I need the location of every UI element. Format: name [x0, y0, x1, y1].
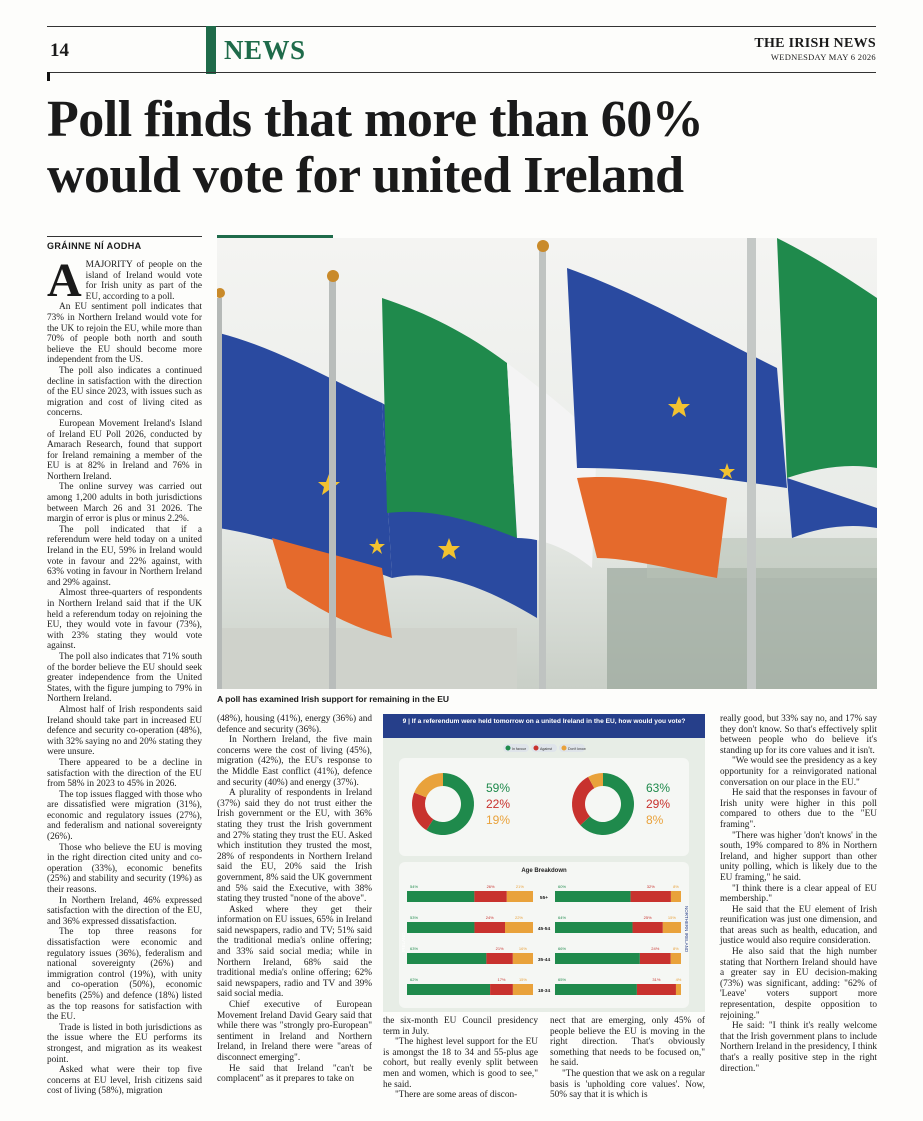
age-bar-value: 66%	[558, 946, 567, 951]
age-bar-value: 65%	[558, 977, 567, 982]
donut-value-label: 63%	[646, 781, 671, 795]
age-category-label: 35-44	[537, 958, 551, 963]
age-bar-segment	[555, 953, 640, 964]
paper-name: THE IRISH NEWS	[754, 36, 876, 51]
age-bar-segment	[513, 984, 533, 995]
age-bar-value: 60%	[558, 884, 567, 889]
paragraph: He said that the EU element of Irish reunification was just one dimension, and that areas such as health, education, and justice would also require consideration.	[720, 904, 877, 947]
infographic-title: 9 | If a referendum were held tomorrow on a united Ireland in the EU, how would you vote?	[383, 714, 705, 738]
legend-swatch	[562, 746, 567, 751]
age-bar-segment	[663, 922, 681, 933]
paragraph: He said that Ireland "can't be complacent" as it prepares to take on	[217, 1063, 372, 1085]
section-marker	[206, 26, 216, 74]
age-bar-value: 15%	[518, 977, 527, 982]
flags-photo	[217, 238, 877, 689]
paragraph: "We would see the presidency as a key opportunity for a reinvigorated national conversation on our place in the EU."	[720, 756, 877, 788]
paragraph: "I think there is a clear appeal of EU membership."	[720, 883, 877, 905]
age-bar-value: 24%	[651, 946, 660, 951]
paragraph: Those who believe the EU is moving in the right direction cited unity and co-operation (33%), economic benefits (25%) and stability and security (19%) as their reasons.	[47, 842, 202, 896]
age-bar-segment	[555, 984, 637, 995]
age-bar-value: 62%	[410, 977, 419, 982]
byline-rule	[47, 236, 202, 237]
paragraph: He also said that the high number stating that Northern Ireland should have a greater say in EU decision-making (73%) was significant, adding: "62% of 'Leave' voters support more representation, despite opposition to rejoining."	[720, 947, 877, 1021]
age-bar-segment	[631, 891, 671, 902]
headline-line-2: would vote for united Ireland	[47, 147, 684, 204]
age-category-label: 18-34	[537, 989, 551, 994]
masthead-rule	[47, 72, 876, 73]
age-category-label: 55+	[539, 896, 549, 901]
paragraph: In Northern Ireland, 46% expressed satisfaction with the direction of the EU, and 36% expressed dissatisfaction.	[47, 895, 202, 927]
age-bar-value: 31%	[652, 977, 661, 982]
article-column-2	[217, 714, 372, 1085]
age-bar-segment	[676, 984, 681, 995]
age-bar-value: 22%	[514, 915, 524, 920]
byline: GRÁINNE NÍ AODHA	[47, 241, 142, 251]
headline-line-1: Poll finds that more than 60%	[47, 91, 704, 148]
age-bar-value: 25%	[643, 915, 652, 920]
section-label: NEWS	[224, 35, 306, 65]
age-bar-segment	[407, 984, 490, 995]
donut-value-label: 19%	[486, 813, 511, 827]
donut-value-label: 22%	[486, 797, 511, 811]
paragraph: The top issues flagged with those who are dissatisfied were migration (31%), economic and regulatory issues (27%), and federalism and national sovereignty (26%).	[47, 789, 202, 843]
age-bar-segment	[633, 922, 663, 933]
paragraph: (48%), housing (41%), energy (36%) and defence and security (36%).	[217, 714, 372, 735]
age-bar-segment	[513, 953, 533, 964]
paragraph: Chief executive of European Movement Ireland David Geary said that while there was "strongly pro-European" sentiment in Ireland and Northern Ireland, in Ireland there were "areas of disconnect emerging".	[217, 1000, 372, 1063]
issue-date: WEDNESDAY MAY 6 2026	[770, 52, 876, 62]
donut-value-label: 59%	[486, 781, 511, 795]
top-rule	[47, 26, 876, 27]
age-bar-value: 26%	[486, 884, 495, 889]
age-bar-segment	[407, 922, 474, 933]
paragraph: really good, but 33% say no, and 17% say they don't know. So that's effectively split between people who do believe it's standing up for its core values and it isn't.	[720, 714, 877, 756]
donut-value-label: 8%	[646, 813, 664, 827]
age-bar-value: 63%	[410, 946, 419, 951]
age-bar-value: 24%	[485, 915, 494, 920]
legend-label: Against	[540, 747, 552, 751]
paragraph: A plurality of respondents in Ireland (37%) said they do not trust either the Irish government or the EU, with 36% stating they trust the Irish government and 27% stating they trust the EU. Asked which institution they trusted the most, 28% of respondents in Northern Ireland said the EU, 20% said the Irish government, 8% said the UK government and 5% said the Executive, with 38% stating they trusted "none of the above".	[217, 788, 372, 905]
age-bar-segment	[505, 922, 533, 933]
paragraph: "The question that we ask on a regular basis is 'upholding core values'. Now, 50% say that it is which is	[550, 1068, 705, 1101]
paragraph: Asked where they get their information on EU issues, 65% in Ireland said newspapers, radio and TV; 51% said the traditional media's online offering; and 33% said social media; while in Northern Ireland, 68% said the traditional media's online offering; 62% said newspapers, radio and TV and 39% said social media.	[217, 904, 372, 1000]
age-bar-value: 15%	[667, 915, 676, 920]
poll-infographic	[383, 714, 705, 1012]
paragraph: The top three reasons for dissatisfaction were economic and regulatory issues (36%), federalism and national sovereignty (26%) and immigration control (19%), with unity and co-operation (50%), economic benefits (25%) and defence (18%) listed as the top reasons for satisfaction with the EU.	[47, 927, 202, 1023]
paragraph: An EU sentiment poll indicates that 73% in Northern Ireland would vote for the UK to rejoin the EU, while more than 70% of people both north and south believe the EU should become more independent from the US.	[47, 302, 202, 366]
age-bar-value: 8%	[672, 946, 679, 951]
paragraph: Trade is listed in both jurisdictions as the issue where the EU performs its strongest, and migration as its weakest point.	[47, 1022, 202, 1065]
paragraph: European Movement Ireland's Island of Ireland EU Poll 2026, conducted by Amarach Research, found that support for Ireland remaining a member of the EU is at 82% in Ireland and 76% in Northern Ireland.	[47, 418, 202, 482]
lead-paragraph: AMAJORITY of people on the island of Ireland would vote for Irish unity as part of the EU, according to a poll.	[47, 254, 202, 307]
age-bar-segment	[407, 891, 474, 902]
headline	[47, 92, 877, 204]
age-bar-value: 53%	[410, 915, 419, 920]
page-number: 14	[50, 40, 69, 61]
group-label-northern-ireland: NORTHERN IRELAND	[684, 906, 689, 953]
legend-swatch	[506, 746, 511, 751]
drop-cap: A	[47, 254, 82, 307]
paragraph: Almost three-quarters of respondents in Northern Ireland said that if the UK held a referendum today on rejoining the EU, they would vote in favour (73%), with 23% stating they would vote against.	[47, 588, 202, 652]
paragraph: "There are some areas of discon-	[395, 1090, 518, 1101]
flags-illustration	[217, 238, 877, 689]
age-bar-segment	[671, 953, 681, 964]
age-bar-segment	[671, 891, 681, 902]
paragraph: The poll also indicates that 71% south of the border believe the EU should seek greater independence from the United States, with the figure jumping to 79% in Northern Ireland.	[47, 651, 202, 705]
age-bar-segment	[474, 922, 505, 933]
infographic-chart	[383, 738, 705, 1012]
age-bar-value: 64%	[558, 915, 567, 920]
age-bar-value: 21%	[495, 946, 504, 951]
age-bar-value: 8%	[673, 884, 679, 889]
age-bar-value: 54%	[410, 884, 419, 889]
article-column-5	[720, 714, 877, 1074]
age-bar-segment	[490, 984, 513, 995]
donut-value-label: 29%	[646, 797, 671, 811]
paragraph: Asked what were their top five concerns at EU level, Irish citizens said cost of living (58%), migration	[47, 1065, 202, 1097]
photo-caption: A poll has examined Irish support for remaining in the EU	[217, 694, 450, 704]
article-column-3	[383, 1016, 538, 1101]
age-bar-value: 16%	[518, 946, 527, 951]
paragraph: the six-month EU Council presidency term in July.	[383, 1016, 538, 1037]
age-bar-segment	[555, 891, 631, 902]
age-bar-segment	[486, 953, 512, 964]
paragraph: The poll indicated that if a referendum were held today on a united Ireland in the EU, 59% in Ireland would vote in favour and 22% against, with 63% voting in favour in Northern Ireland and 29% against.	[47, 524, 202, 588]
age-category-label: 45-54	[537, 927, 551, 932]
age-bar-value: 32%	[646, 884, 655, 889]
age-breakdown-title: Age Breakdown	[521, 868, 567, 874]
paragraph: The poll also indicates a continued decline in satisfaction with the direction of the EU since 2023, with issues such as migration and cost of living cited as concerns.	[47, 365, 202, 419]
paragraph: He said that the responses in favour of Irish unity were higher in this poll compared to others due to the "EU framing".	[720, 788, 877, 830]
age-bar-value: 4%	[675, 977, 682, 982]
paragraph: There appeared to be a decline in satisfaction with the direction of the EU from 58% in 2023 to 45% in 2026.	[47, 757, 202, 790]
age-bar-segment	[407, 953, 486, 964]
paragraph: He said: "I think it's really welcome that the Irish government plans to include Northern Ireland in the presidency, I think that's a really positive step in the right direction."	[720, 1021, 877, 1074]
age-bar-segment	[474, 891, 506, 902]
age-bar-value: 21%	[515, 884, 524, 889]
age-bar-segment	[507, 891, 533, 902]
article-column-4	[550, 1016, 705, 1101]
paragraph: Almost half of Irish respondents said Ireland should take part in increased EU defence and security co-operation (48%), with 32% saying no and 20% stating they were unsure.	[47, 704, 202, 758]
paragraph: "The highest level support for the EU is amongst the 18 to 34 and 55-plus age cohort, but really evenly split between men and women, which is good to see," he said.	[383, 1037, 538, 1090]
masthead-tick	[47, 72, 50, 81]
legend-swatch	[534, 746, 539, 751]
paragraph: nect that are emerging, only 45% of people believe the EU is moving in the right direction. That's obviously something that needs to be focused on," he said.	[550, 1016, 705, 1069]
paragraph: In Northern Ireland, the five main concerns were the cost of living (45%), migration (42%), the EU's response to the Middle East conflict (41%), defence and security (40%) and energy (37%).	[217, 735, 372, 788]
paragraph: "There was higher 'don't knows' in the south, 19% compared to 8% in Northern Ireland, and higher support than other unity polling, which is likely due to the EU framing," he said.	[720, 830, 877, 883]
age-bar-segment	[555, 922, 633, 933]
age-bar-segment	[637, 984, 676, 995]
legend-label: In favour	[512, 747, 526, 751]
age-bar-value: 17%	[497, 977, 506, 982]
article-column-1	[47, 254, 202, 1097]
age-bar-segment	[640, 953, 671, 964]
group-label-ireland: IRELAND	[401, 932, 406, 952]
paragraph: The online survey was carried out among 1,200 adults in both jurisdictions between March 26 and 31 2026. The margin of error is plus or minus 2.2%.	[47, 482, 202, 525]
legend-label: Don't know	[568, 747, 586, 751]
